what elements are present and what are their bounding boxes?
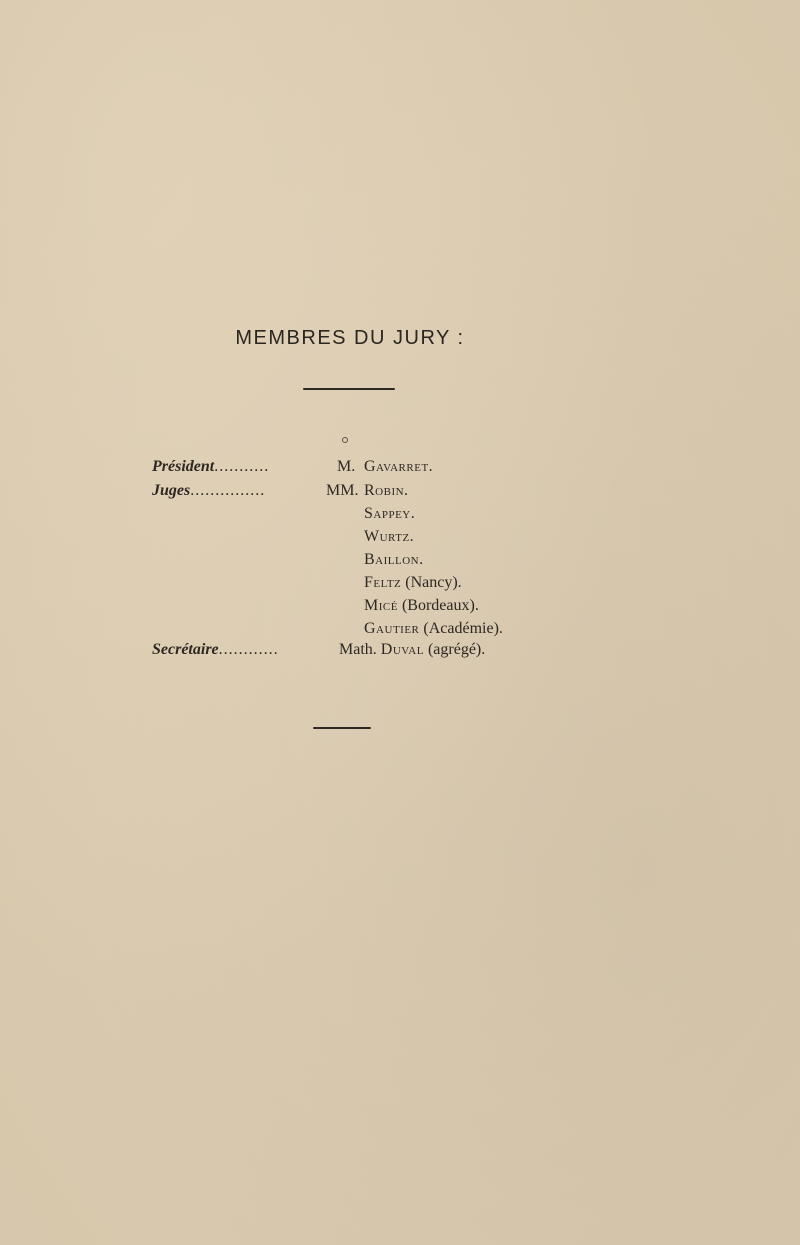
president-name: Gavarret. bbox=[364, 458, 434, 475]
president-dots: ........... bbox=[214, 458, 270, 475]
top-divider bbox=[303, 388, 395, 390]
president-row bbox=[0, 455, 800, 479]
jury-member-name: Sappey. bbox=[364, 505, 416, 522]
small-mark bbox=[342, 437, 348, 443]
president-role bbox=[152, 455, 322, 479]
page-title: MEMBRES DU JURY : bbox=[235, 327, 465, 349]
jury-member-name: Gautier bbox=[364, 620, 420, 637]
jury-member-entry bbox=[364, 594, 479, 618]
president-role-label: Président bbox=[152, 458, 215, 475]
juges-dots: ............... bbox=[190, 482, 266, 499]
secretaire-first-name: Math. bbox=[339, 641, 377, 658]
jury-member-name: Feltz bbox=[364, 574, 402, 591]
juges-row-4 bbox=[0, 548, 800, 572]
jury-member-note: (Bordeaux). bbox=[401, 597, 479, 614]
juges-row-1 bbox=[0, 479, 800, 503]
bottom-divider bbox=[313, 727, 371, 729]
secretaire-name: Duval bbox=[380, 641, 424, 658]
juges-prefix: MM. bbox=[326, 482, 359, 499]
secretaire-role-label: Secrétaire bbox=[152, 641, 219, 658]
president-prefix: M. bbox=[337, 458, 356, 475]
secretaire-dots: ............ bbox=[218, 641, 279, 658]
juges-role-label: Juges bbox=[152, 482, 191, 499]
secretaire-role bbox=[152, 638, 322, 662]
secretaire-entry bbox=[339, 638, 485, 662]
juges-row-5 bbox=[0, 571, 800, 595]
juges-role bbox=[152, 479, 322, 503]
juges-row-6 bbox=[0, 594, 800, 618]
jury-member-name: Micé bbox=[364, 597, 398, 614]
secretaire-row bbox=[0, 638, 800, 662]
jury-member-note: (Académie). bbox=[423, 620, 503, 637]
jury-member-name: Robin. bbox=[364, 482, 409, 499]
jury-member-entry bbox=[364, 571, 462, 595]
jury-member-note: (Nancy). bbox=[405, 574, 462, 591]
jury-member-name: Baillon. bbox=[364, 551, 424, 568]
jury-member-name: Wurtz. bbox=[364, 528, 415, 545]
juges-row-2 bbox=[0, 502, 800, 526]
secretaire-note: (agrégé). bbox=[427, 641, 486, 658]
juges-row-3 bbox=[0, 525, 800, 549]
